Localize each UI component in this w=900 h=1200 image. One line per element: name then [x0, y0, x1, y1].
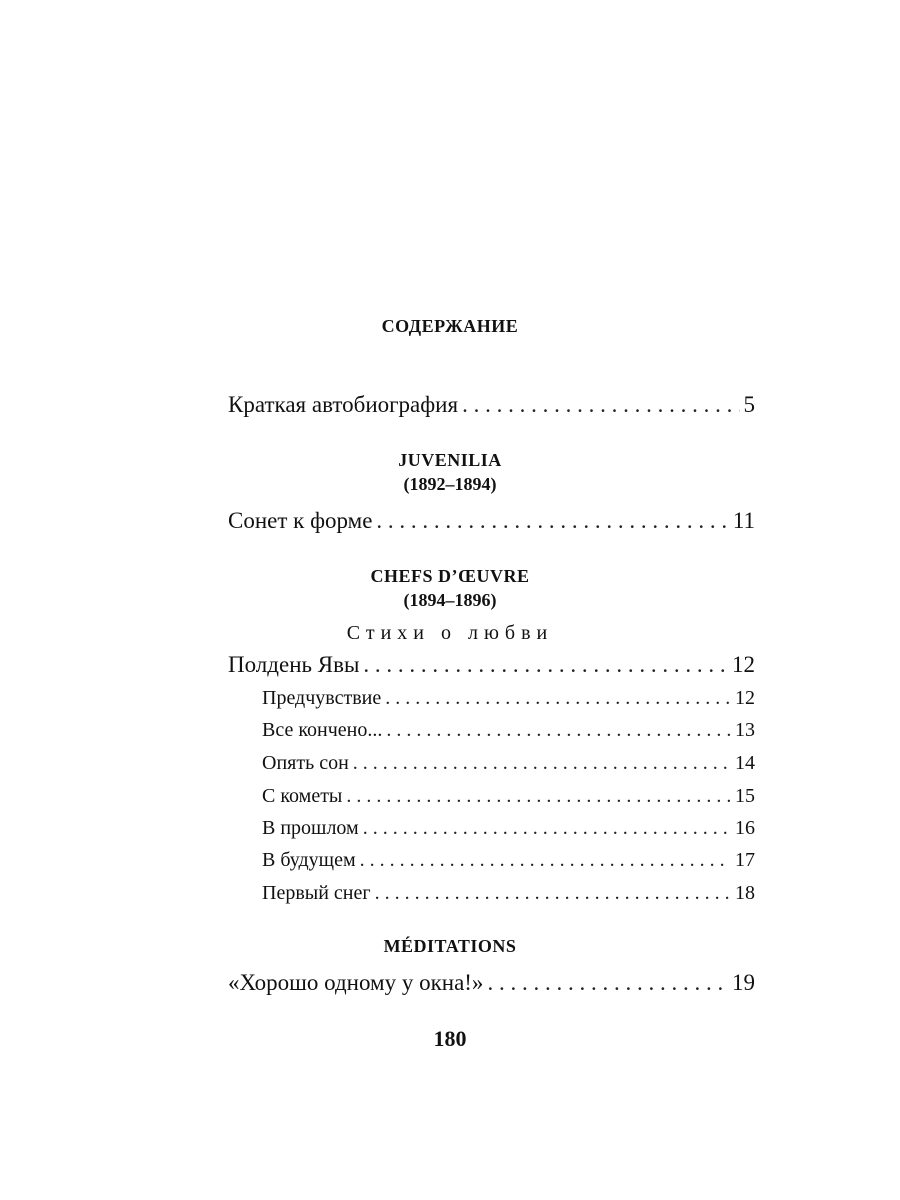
- toc-subentry[interactable]: [262, 882, 755, 905]
- toc-subentry[interactable]: [262, 785, 755, 808]
- toc-entry-horosho[interactable]: [228, 970, 755, 996]
- dot-leader: [363, 652, 728, 678]
- section-title-juvenilia: JUVENILIA: [398, 450, 502, 470]
- section-years-chefs: (1894–1896): [403, 590, 497, 610]
- toc-entry-autobiography[interactable]: [228, 392, 755, 418]
- section-title-meditations: MÉDITATIONS: [383, 936, 517, 956]
- dot-leader: [462, 392, 739, 418]
- dot-leader: [376, 508, 728, 534]
- toc-entry-title: Все кончено...: [262, 719, 383, 741]
- toc-entry-title: С кометы: [262, 785, 343, 807]
- dot-leader: [375, 882, 731, 905]
- dot-leader: [386, 719, 731, 742]
- dot-leader: [487, 970, 728, 996]
- page-number: 180: [433, 1026, 467, 1051]
- dot-leader: [385, 687, 731, 710]
- toc-entry-page: 12: [732, 652, 755, 677]
- dot-leader: [353, 752, 731, 775]
- dot-leader: [346, 785, 731, 808]
- toc-entry-title: В будущем: [262, 849, 356, 871]
- toc-entry-page: 15: [735, 785, 755, 807]
- toc-entry-title: Краткая автобиография: [228, 392, 459, 417]
- section-years-juvenilia: (1892–1894): [403, 474, 497, 494]
- toc-entry-title: Первый снег: [262, 882, 371, 904]
- subsection-title-love-poems: Стихи о любви: [346, 622, 554, 644]
- toc-entry-title: «Хорошо одному у окна!»: [228, 970, 484, 995]
- toc-subentry[interactable]: [262, 687, 755, 710]
- dot-leader: [360, 849, 731, 872]
- toc-subentry[interactable]: [262, 752, 755, 775]
- toc-entry-page: 19: [732, 970, 755, 995]
- toc-entry-page: 13: [735, 719, 755, 741]
- contents-title: СОДЕРЖАНИЕ: [381, 316, 519, 336]
- toc-subentry[interactable]: [262, 719, 755, 742]
- toc-entry-page: 5: [743, 392, 755, 417]
- toc-entry-page: 18: [735, 882, 755, 904]
- toc-entry-page: 14: [735, 752, 755, 774]
- toc-entry-title: Полдень Явы: [228, 652, 360, 677]
- toc-subentry[interactable]: [262, 817, 755, 840]
- toc-entry-title: Опять сон: [262, 752, 349, 774]
- toc-entry-title: В прошлом: [262, 817, 359, 839]
- dot-leader: [363, 817, 731, 840]
- toc-entry-polden[interactable]: [228, 652, 755, 678]
- toc-entry-page: 11: [732, 508, 755, 533]
- toc-entry-sonet[interactable]: [228, 508, 755, 534]
- toc-entry-title: Предчувствие: [262, 687, 382, 709]
- toc-entry-page: 17: [735, 849, 755, 871]
- toc-entry-page: 12: [735, 687, 755, 709]
- toc-entry-title: Сонет к форме: [228, 508, 373, 533]
- toc-subentry[interactable]: [262, 849, 755, 872]
- section-title-chefs: CHEFS D’ŒUVRE: [370, 566, 530, 586]
- toc-entry-page: 16: [735, 817, 755, 839]
